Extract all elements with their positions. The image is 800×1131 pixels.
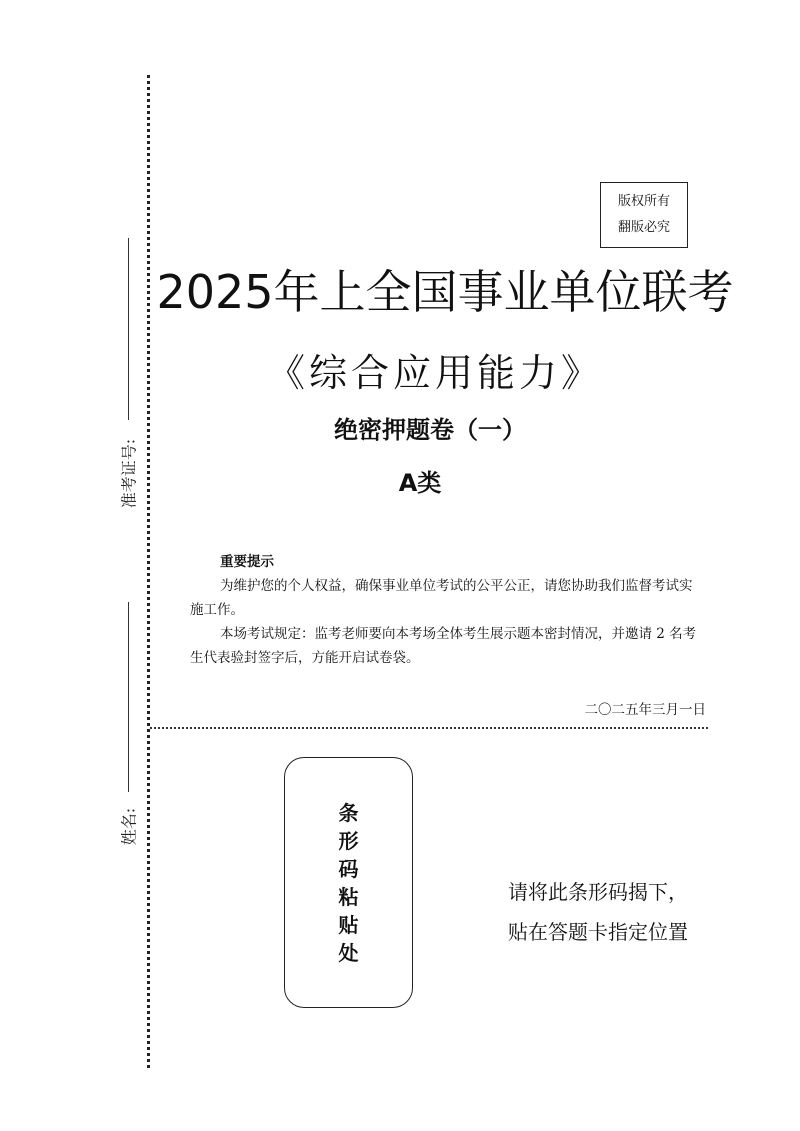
barcode-label-char: 形 (338, 828, 359, 853)
seal-dotted-line-vertical (147, 75, 150, 1068)
barcode-label-char: 粘 (338, 884, 359, 909)
instruction-line1: 请将此条形码揭下， (508, 880, 688, 904)
subject-title: 《综合应用能力》 (266, 351, 603, 395)
notice-title: 重要提示 (220, 554, 274, 570)
exam-id-underline[interactable] (128, 238, 129, 420)
barcode-label-char: 码 (338, 856, 359, 881)
instruction-line2: 贴在答题卡指定位置 (508, 920, 688, 944)
paper-category: A类 (398, 469, 442, 497)
exam-id-label: 准考证号: (119, 438, 139, 509)
barcode-placement-box (284, 757, 413, 1008)
barcode-label-char: 贴 (338, 912, 359, 937)
copyright-box (600, 182, 688, 248)
important-notice (190, 550, 702, 670)
copyright-line1: 版权所有 (617, 194, 670, 209)
copyright-line2: 翻版必究 (617, 220, 670, 235)
name-label: 姓名: (119, 807, 139, 846)
barcode-label-char: 条 (338, 800, 359, 825)
barcode-instruction (508, 872, 688, 952)
notice-paragraph: 为维护您的个人权益，确保事业单位考试的公平公正，请您协助我们监督考试实施工作。 (190, 578, 693, 618)
page-title: 2025年上全国事业单位联考 (156, 265, 734, 319)
paper-name: 绝密押题卷（一） (334, 416, 526, 444)
notice-date: 二〇二五年三月一日 (584, 702, 706, 718)
tear-dotted-line-horizontal (150, 727, 708, 729)
barcode-label-char: 处 (338, 940, 359, 965)
notice-paragraph: 本场考试规定：监考老师要向本考场全体考生展示题本密封情况，并邀请 2 名考生代表验封签字后，方能开启试卷袋。 (190, 626, 697, 666)
name-underline[interactable] (128, 602, 129, 792)
